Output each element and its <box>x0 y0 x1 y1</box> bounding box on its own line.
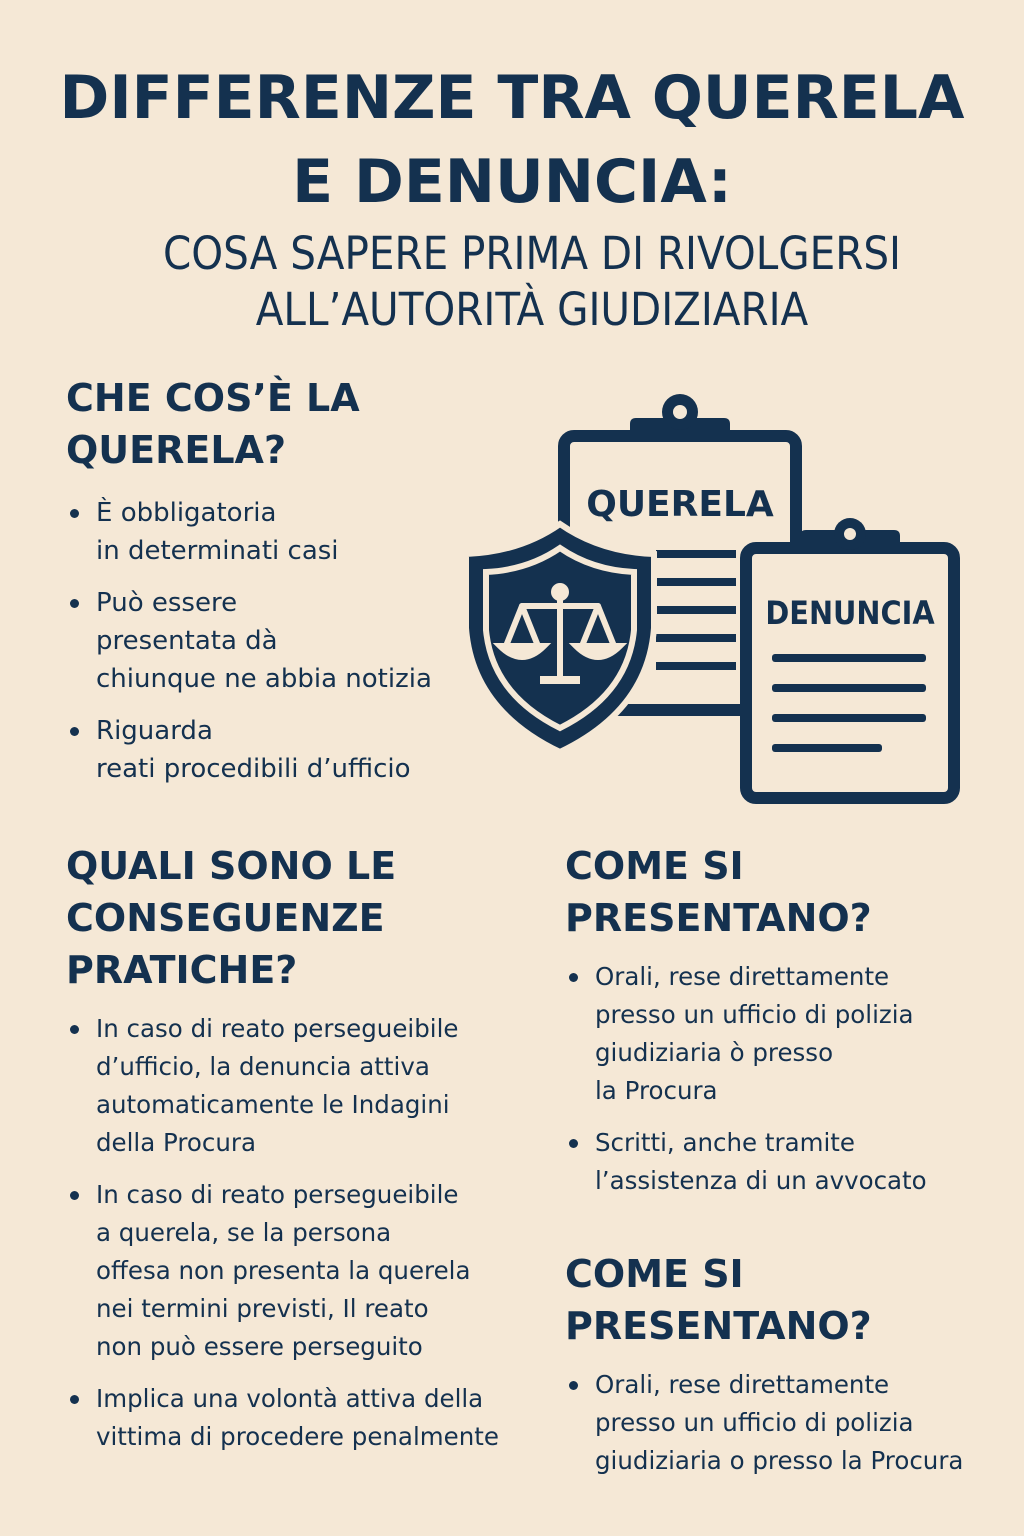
list-item-text: l’assistenza di un avvocato <box>595 1166 927 1195</box>
list-item <box>66 1010 546 1162</box>
list-item-text: chiunque ne abbia notizia <box>96 664 432 694</box>
list-item <box>66 1380 546 1456</box>
clipboard-icon <box>746 518 954 798</box>
page-subtitle <box>100 226 964 338</box>
list-item <box>565 1124 995 1200</box>
list-item <box>66 494 466 570</box>
list-item-text: reati procedibili d’ufficio <box>96 754 411 784</box>
list-item-text: la Procura <box>595 1076 718 1105</box>
list-item-text: In caso di reato persegueibile <box>96 1014 459 1043</box>
list-item-text: Riguarda <box>96 716 213 746</box>
list-item-text: Orali, rese direttamente <box>595 962 890 991</box>
conseguenze-heading <box>66 840 396 996</box>
list-item <box>66 1176 546 1366</box>
querela-heading <box>66 372 360 476</box>
presentano-1-heading-line-1: COME SI <box>565 844 744 888</box>
list-item-text: in determinati casi <box>96 536 339 566</box>
querela-list <box>66 494 466 802</box>
shield-icon <box>466 524 654 752</box>
presentano-2-heading-line-1: COME SI <box>565 1252 744 1296</box>
title-line-2: E DENUNCIA: <box>292 147 732 217</box>
list-item-text: d’ufficio, la denuncia attiva <box>96 1052 430 1081</box>
presentano-heading-1 <box>565 840 872 944</box>
list-item-text: nei termini previsti, Il reato <box>96 1294 429 1323</box>
conseguenze-heading-line-1: QUALI SONO LE <box>66 844 397 888</box>
list-item-text: offesa non presenta la querela <box>96 1256 471 1285</box>
list-item-text: Orali, rese direttamente <box>595 1370 890 1399</box>
list-item-text: giudiziaria ò presso <box>595 1038 834 1067</box>
presentano-list-1 <box>565 958 995 1214</box>
list-item <box>66 712 466 788</box>
subtitle-line-2: ALL’AUTORITÀ GIUDIZIARIA <box>255 283 809 336</box>
querela-heading-line-2: QUERELA? <box>66 428 287 472</box>
list-item-text: presso un ufficio di polizia <box>595 1408 914 1437</box>
list-item-text: Implica una volontà attiva della <box>96 1384 484 1413</box>
list-item-text: automaticamente le Indagini <box>96 1090 450 1119</box>
list-item-text: È obbligatoria <box>96 498 277 528</box>
presentano-heading-2 <box>565 1248 872 1352</box>
page-title <box>0 56 1024 224</box>
list-item <box>565 958 995 1110</box>
list-item <box>66 584 466 698</box>
list-item-text: a querela, se la persona <box>96 1218 392 1247</box>
presentano-list-2 <box>565 1366 1005 1494</box>
list-item-text: Scritti, anche tramite <box>595 1128 855 1157</box>
list-item-text: vittima di procedere penalmente <box>96 1422 499 1451</box>
conseguenze-heading-line-3: PRATICHE? <box>66 948 298 992</box>
list-item-text: In caso di reato persegueibile <box>96 1180 459 1209</box>
conseguenze-list <box>66 1010 546 1470</box>
list-item-text: Può essere <box>96 588 238 618</box>
list-item-text: giudiziaria o presso la Procura <box>595 1446 964 1475</box>
list-item-text: della Procura <box>96 1128 256 1157</box>
conseguenze-heading-line-2: CONSEGUENZE <box>66 896 385 940</box>
list-item <box>565 1366 1005 1480</box>
subtitle-line-1: COSA SAPERE PRIMA DI RIVOLGERSI <box>163 227 901 280</box>
list-item-text: presentata dà <box>96 626 278 656</box>
presentano-1-heading-line-2: PRESENTANO? <box>565 896 872 940</box>
list-item-text: presso un ufficio di polizia <box>595 1000 914 1029</box>
list-item-text: non può essere perseguito <box>96 1332 423 1361</box>
querela-clipboard-label: QUERELA <box>586 484 774 525</box>
illustration <box>460 392 970 812</box>
querela-heading-line-1: CHE COS’È LA <box>66 376 360 420</box>
denuncia-clipboard-label: DENUNCIA <box>765 594 935 632</box>
presentano-2-heading-line-2: PRESENTANO? <box>565 1304 872 1348</box>
title-line-1: DIFFERENZE TRA QUERELA <box>59 63 965 133</box>
